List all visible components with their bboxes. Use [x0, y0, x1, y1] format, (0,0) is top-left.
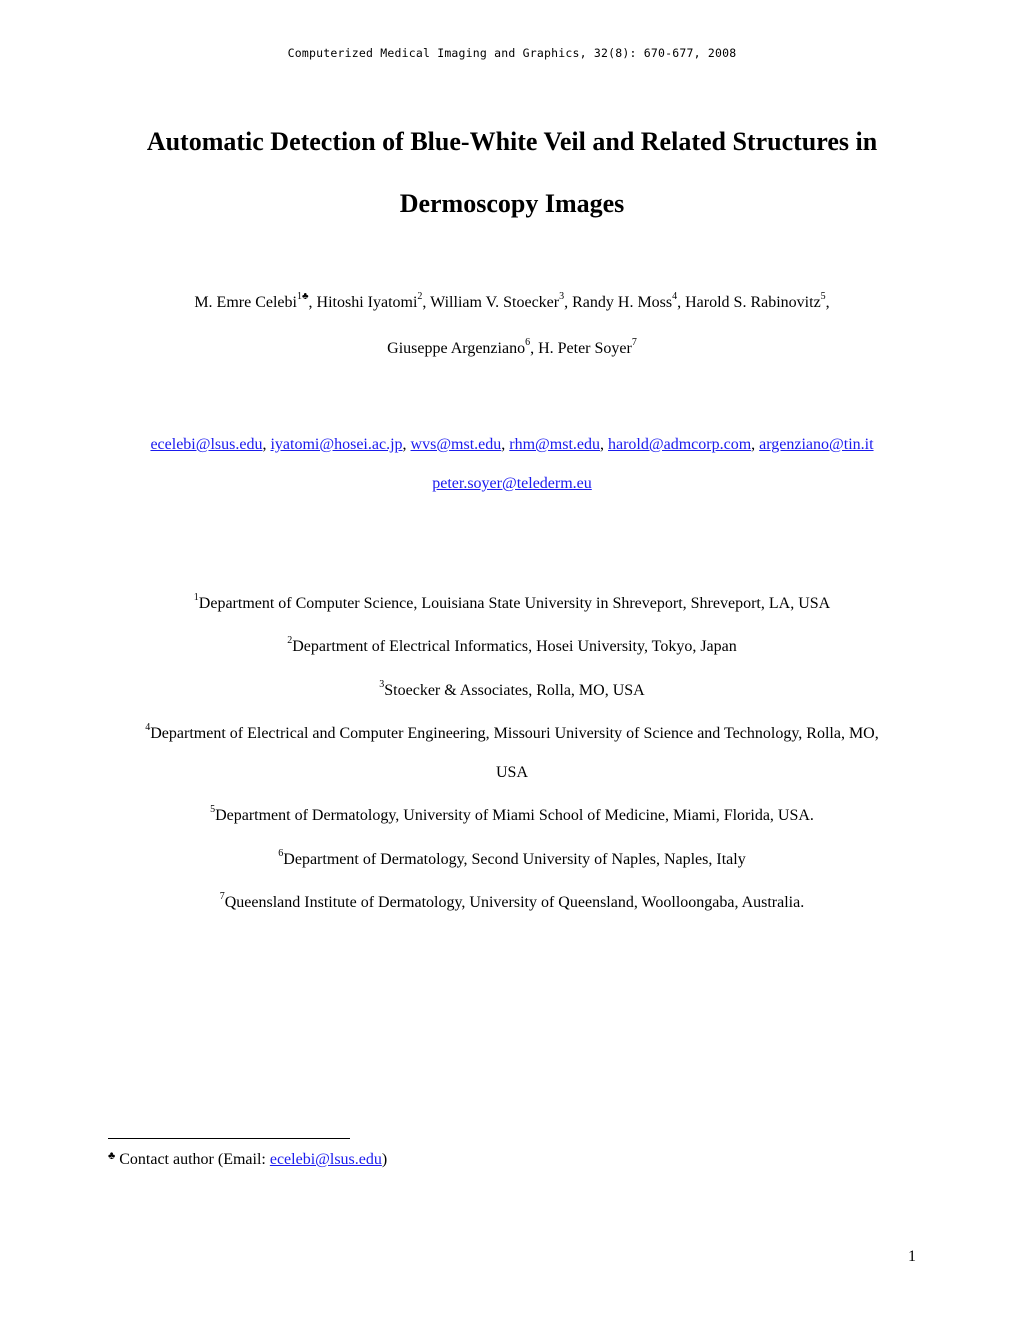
affiliation-2	[0, 635, 1024, 656]
author-sup: 3	[559, 291, 565, 302]
affiliation-1	[0, 592, 1024, 613]
author-sup: 2	[417, 291, 423, 302]
emails-line-2	[0, 475, 1024, 493]
contact-footnote	[108, 1150, 387, 1169]
author-name: Hitoshi Iyatomi	[316, 294, 418, 311]
affiliation-sup: 2	[287, 635, 293, 646]
footnote-prefix: Contact author (Email:	[119, 1151, 270, 1168]
affiliation-text: Stoecker & Associates, Rolla, MO, USA	[384, 682, 645, 699]
affiliation-text: USA	[495, 764, 528, 781]
affiliation-sup: 1	[193, 592, 199, 603]
affiliation-sup: 6	[278, 848, 284, 859]
affiliation-3	[0, 679, 1024, 700]
affiliation-text: Queensland Institute of Dermatology, University of Queensland, Woolloongaba, Australia.	[224, 894, 805, 911]
author-sup: 1♣	[296, 291, 309, 302]
footnote-suffix: )	[381, 1151, 388, 1168]
author-sup: 5	[820, 291, 826, 302]
affiliation-text: Department of Electrical Informatics, Hosei University, Tokyo, Japan	[292, 638, 737, 655]
emails-line-1: ecelebi@lsus.edu, iyatomi@hosei.ac.jp, wvs@mst.edu, rhm@mst.edu, harold@admcorp.com, argenziano@tin.it	[150, 436, 874, 453]
affiliation-text: Department of Dermatology, Second University of Naples, Naples, Italy	[283, 851, 746, 868]
email-link[interactable]: harold@admcorp.com	[608, 436, 752, 453]
running-header: Computerized Medical Imaging and Graphics, 32(8): 670-677, 2008	[287, 46, 737, 60]
author-name: Randy H. Moss	[572, 294, 673, 311]
email-link[interactable]: iyatomi@hosei.ac.jp	[270, 436, 403, 453]
affiliation-text: Department of Computer Science, Louisiana State University in Shreveport, Shreveport, LA, USA	[198, 595, 831, 612]
author-name: William V. Stoecker	[430, 294, 560, 311]
affiliation-sup: 4	[145, 722, 151, 733]
affiliation-7	[0, 891, 1024, 912]
affiliation-4	[0, 722, 1024, 743]
affiliation-5	[0, 804, 1024, 825]
authors-line-2: Giuseppe Argenziano$^6$, H. Peter Soyer$^7$	[387, 337, 637, 357]
author-name: H. Peter Soyer	[538, 340, 632, 357]
contact-email-link[interactable]: ecelebi@lsus.edu	[269, 1151, 382, 1168]
footnote-divider	[108, 1138, 350, 1139]
email-link[interactable]: peter.soyer@telederm.eu	[432, 475, 592, 492]
email-link[interactable]: ecelebi@lsus.edu	[150, 436, 263, 453]
paper-title-line-2: Dermoscopy Images	[399, 189, 625, 218]
author-name: Harold S. Rabinovitz	[685, 294, 821, 311]
email-link[interactable]: rhm@mst.edu	[509, 436, 600, 453]
email-link[interactable]: argenziano@tin.it	[759, 436, 874, 453]
page-number: 1	[908, 1248, 916, 1265]
email-link[interactable]: wvs@mst.edu	[410, 436, 502, 453]
affiliation-4-cont	[0, 764, 1024, 782]
author-sup: 4	[672, 291, 678, 302]
author-name: Giuseppe Argenziano	[387, 340, 526, 357]
author-name: M. Emre Celebi	[194, 294, 297, 311]
paper-title-line-1: Automatic Detection of Blue-White Veil and Related Structures in	[146, 127, 878, 156]
author-sup: 7	[631, 337, 637, 348]
authors-line-1: M. Emre Celebi$^{1♣}$, Hitoshi Iyatomi$^2$, William V. Stoecker$^3$, Randy H. Moss$^4$, Harold S. Rabinovitz$^5$,	[194, 291, 830, 311]
affiliation-text: Department of Dermatology, University of Miami School of Medicine, Miami, Florida, USA.	[215, 807, 814, 824]
affiliation-sup: 3	[379, 679, 385, 690]
author-sup: 6	[525, 337, 531, 348]
affiliation-6	[0, 848, 1024, 869]
club-icon: ♣	[108, 1150, 116, 1162]
affiliation-sup: 5	[210, 804, 216, 815]
affiliation-sup: 7	[219, 891, 225, 902]
affiliation-text: Department of Electrical and Computer Engineering, Missouri University of Science and Technology, Rolla, MO,	[150, 725, 879, 742]
